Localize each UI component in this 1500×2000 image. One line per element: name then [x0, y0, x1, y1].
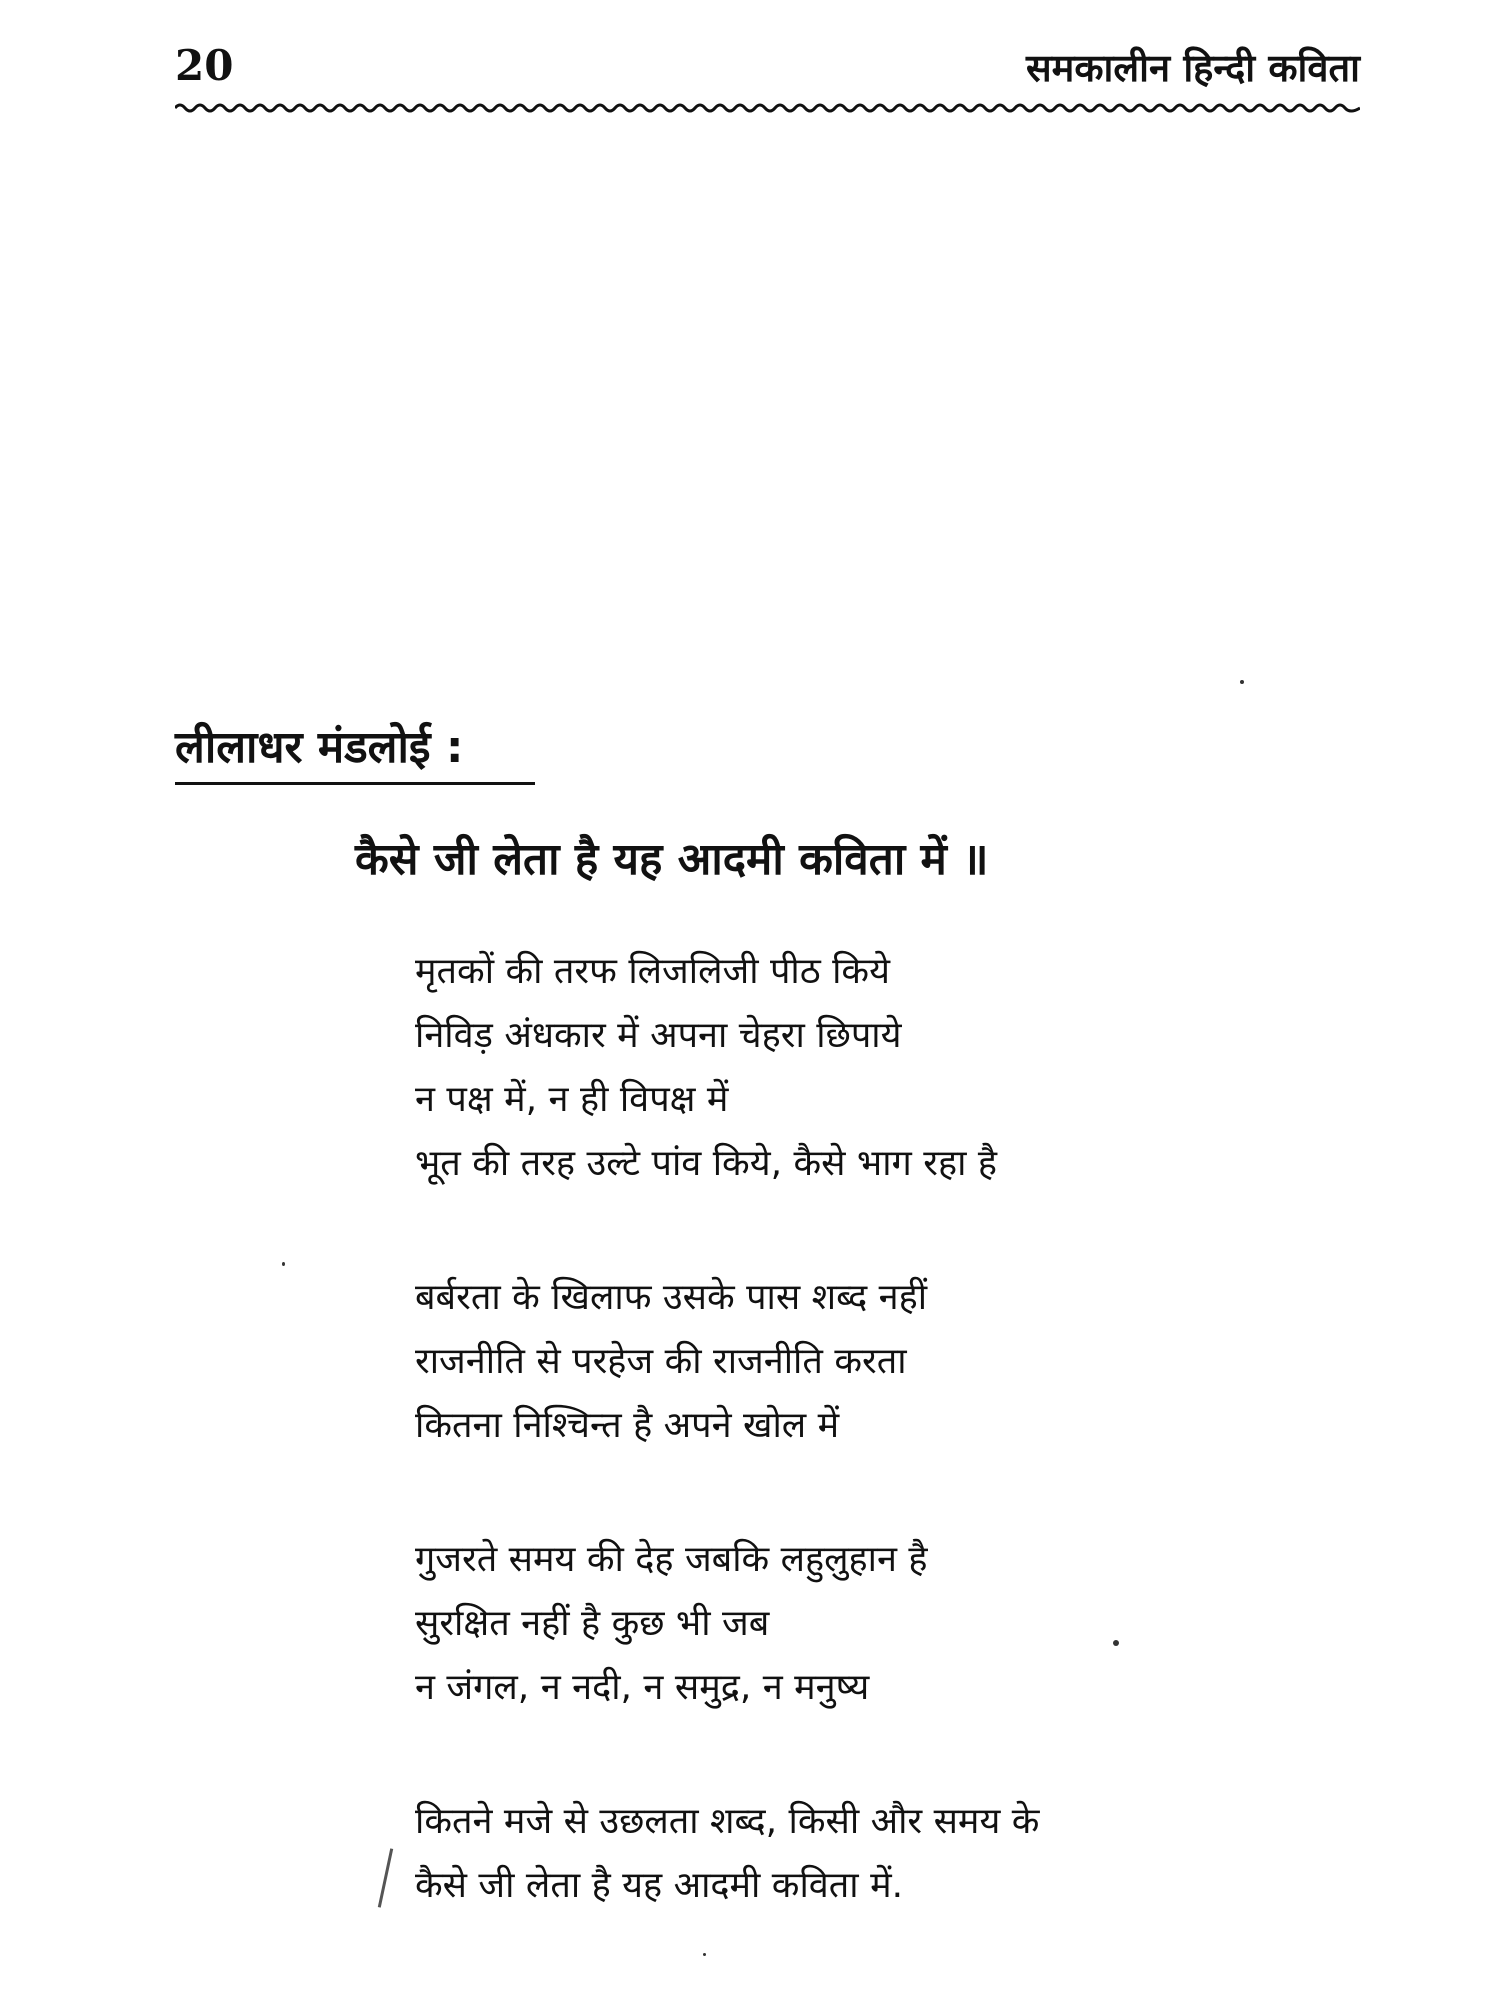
author-name: लीलाधर मंडलोई :	[175, 722, 464, 773]
scan-speck	[1240, 680, 1244, 684]
header-wavy-rule	[175, 100, 1360, 116]
running-title: समकालीन हिन्दी कविता	[1025, 46, 1360, 90]
poem-line: बर्बरता के खिलाफ उसके पास शब्द नहीं	[415, 1277, 928, 1318]
stanza-2	[415, 1266, 1295, 1458]
scan-speck	[703, 1953, 706, 1956]
stanza-4	[415, 1790, 1295, 1918]
author-underline	[175, 782, 535, 785]
poem-line: भूत की तरह उल्टे पांव किये, कैसे भाग रहा है	[415, 1143, 997, 1184]
stray-pen-mark	[378, 1848, 393, 1907]
stanza-3	[415, 1528, 1295, 1720]
poem-line: मृतकों की तरफ लिजलिजी पीठ किये	[415, 951, 890, 992]
poem-line: न जंगल, न नदी, न समुद्र, न मनुष्य	[415, 1667, 870, 1708]
poem-line: निविड़ अंधकार में अपना चेहरा छिपाये	[415, 1015, 902, 1056]
poem-line: राजनीति से परहेज की राजनीति करता	[415, 1341, 907, 1382]
page-number: 20	[175, 41, 234, 90]
scan-speck	[1113, 1640, 1119, 1646]
poem-line: गुजरते समय की देह जबकि लहुलुहान है	[415, 1539, 928, 1580]
scan-speck	[282, 1262, 285, 1266]
wavy-rule-path	[175, 105, 1360, 111]
poem-line: कितने मजे से उछलता शब्द, किसी और समय के	[415, 1801, 1040, 1842]
poem-title: कैसे जी लेता है यह आदमी कविता में ॥	[355, 834, 989, 885]
stanza-1	[415, 940, 1295, 1196]
poem-line: कैसे जी लेता है यह आदमी कविता में.	[415, 1865, 904, 1906]
poem-line: सुरक्षित नहीं है कुछ भी जब	[415, 1603, 770, 1644]
poem-line: कितना निश्चिन्त है अपने खोल में	[415, 1405, 840, 1446]
poem-line: न पक्ष में, न ही विपक्ष में	[415, 1079, 729, 1120]
poem-body	[415, 940, 1295, 1988]
